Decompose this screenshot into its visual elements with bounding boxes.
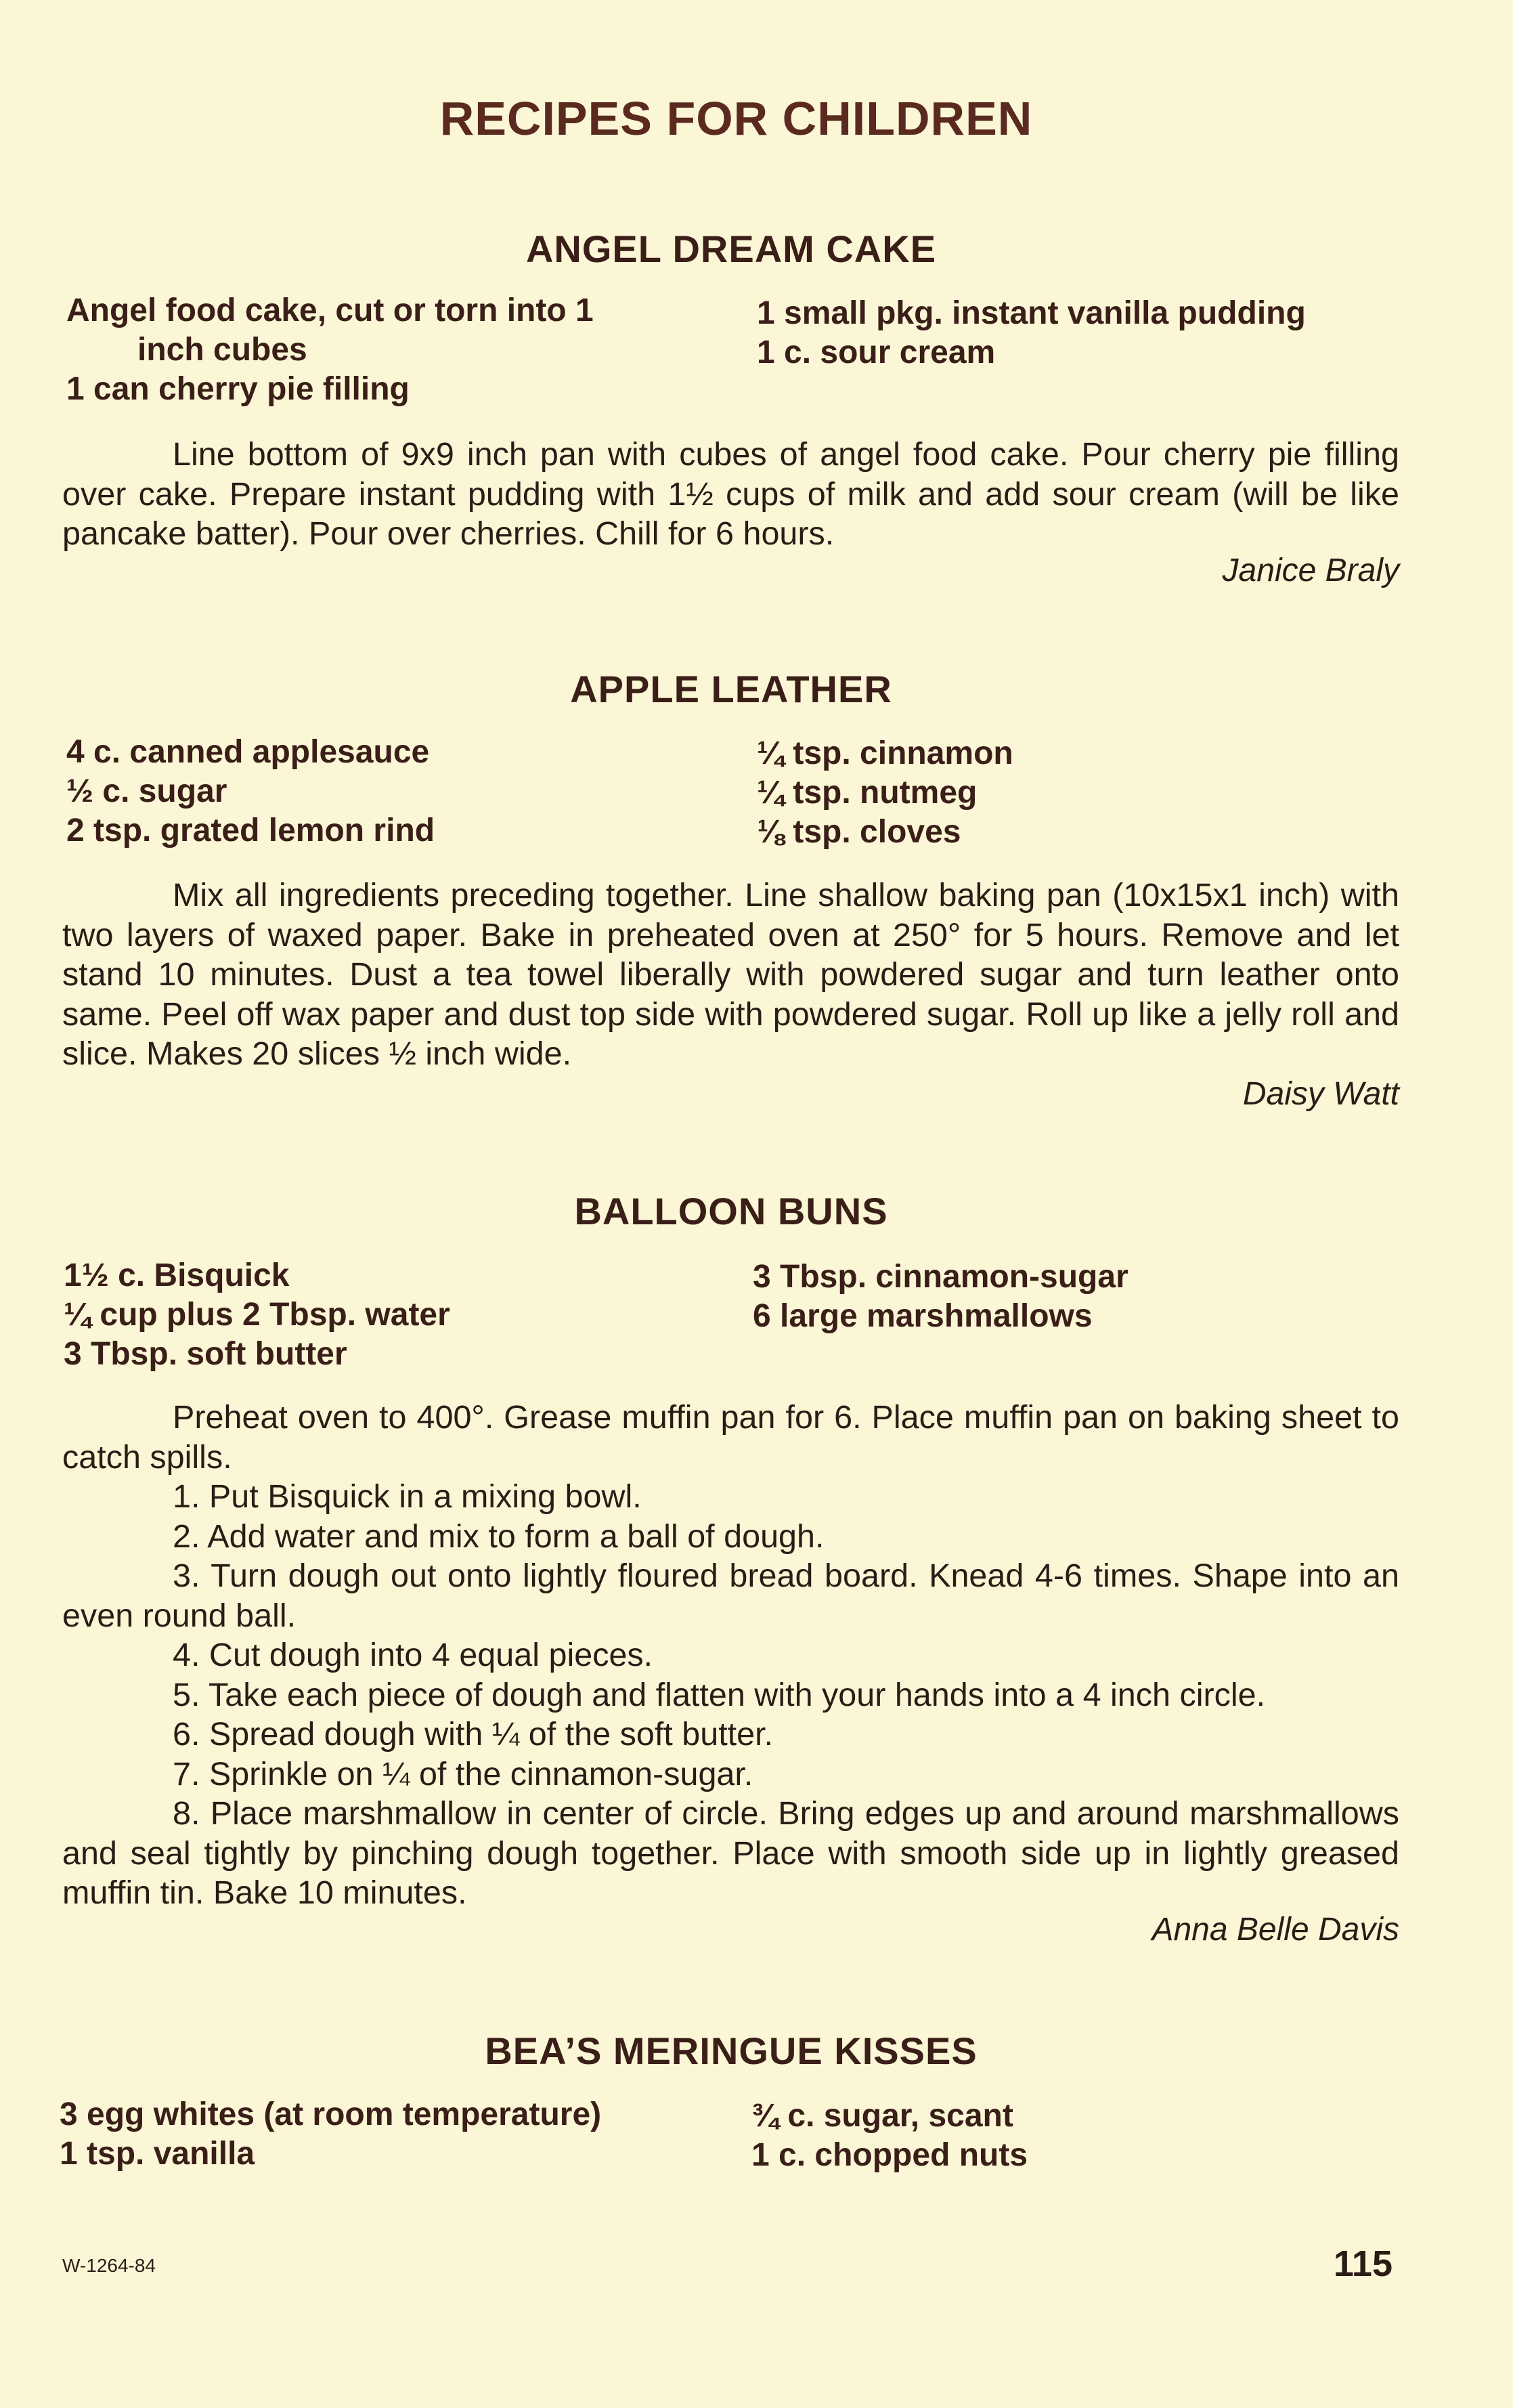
ingredients-right xyxy=(751,2097,1028,2175)
ingredient-line: ¼ tsp. cinnamon xyxy=(757,735,1013,771)
ingredient-line: 3 Tbsp. cinnamon-sugar xyxy=(753,1259,1128,1295)
direction-paragraph: Mix all ingredients preceding together. Line shallow baking pan (10x15x1 inch) with two layers of waxed paper. Bake in preheated oven at 250° for 5 hours. Remove and let stand 10 minutes. Dust a tea towel liberally with powdered sugar and turn leather onto same. Peel off wax paper and dust top side with powdered sugar. Roll up like a jelly roll and slice. Makes 20 slices ½ inch wide. xyxy=(62,877,1399,1072)
recipe-directions xyxy=(62,1398,1399,1913)
direction-step: 7. Sprinkle on ¼ of the cinnamon-sugar. xyxy=(173,1755,753,1792)
direction-step: 5. Take each piece of dough and flatten with your hands into a 4 inch circle. xyxy=(173,1676,1266,1713)
ingredients-left xyxy=(60,2095,601,2174)
ingredients-left xyxy=(66,733,435,851)
recipe-author: Daisy Watt xyxy=(1242,1076,1399,1112)
ingredients-right xyxy=(757,734,1013,852)
recipe-directions xyxy=(62,876,1399,1074)
ingredient-line: 4 c. canned applesauce xyxy=(66,734,430,770)
recipe-author: Janice Braly xyxy=(1222,553,1399,588)
ingredients-left xyxy=(66,291,594,409)
direction-step: 2. Add water and mix to form a ball of dough. xyxy=(173,1518,825,1555)
ingredient-line: 1 c. sour cream xyxy=(757,335,996,370)
recipe-author: Anna Belle Davis xyxy=(1152,1912,1399,1948)
direction-step: 4. Cut dough into 4 equal pieces. xyxy=(173,1637,653,1673)
direction-step: 8. Place marshmallow in center of circle. Bring edges up and around marshmallows and seal tightly by pinching dough together. Place with smooth side up in lightly greased muffin tin. Bake 10 minutes. xyxy=(62,1795,1399,1911)
ingredient-line: ½ c. sugar xyxy=(66,773,227,809)
recipe-title: BALLOON BUNS xyxy=(574,1190,888,1232)
recipe-title: APPLE LEATHER xyxy=(570,668,892,710)
direction-step: 1. Put Bisquick in a mixing bowl. xyxy=(173,1478,642,1515)
ingredient-line: ¼ tsp. nutmeg xyxy=(757,775,978,811)
ingredient-line: 1 tsp. vanilla xyxy=(60,2136,255,2172)
ingredient-line: 1½ c. Bisquick xyxy=(64,1257,290,1293)
ingredient-line: ¾ c. sugar, scant xyxy=(751,2098,1013,2134)
direction-paragraph: Line bottom of 9x9 inch pan with cubes of angel food cake. Pour cherry pie filling over cake. Prepare instant pudding with 1½ cups of milk and add sour cream (will be like pancake batter). Pour over cherries. Chill for 6 hours. xyxy=(62,436,1399,552)
ingredient-line: 3 egg whites (at room temperature) xyxy=(60,2097,602,2132)
recipe-directions xyxy=(62,435,1399,554)
ingredient-line: Angel food cake, cut or torn into 1 xyxy=(66,293,594,328)
page-title: RECIPES FOR CHILDREN xyxy=(439,92,1033,145)
direction-paragraph: Preheat oven to 400°. Grease muffin pan for 6. Place muffin pan on baking sheet to catch spills. xyxy=(62,1399,1399,1476)
ingredient-line: 1 c. chopped nuts xyxy=(751,2137,1028,2173)
page-number: 115 xyxy=(1333,2243,1393,2284)
document-code: W-1264-84 xyxy=(62,2255,156,2276)
direction-step: 3. Turn dough out onto lightly floured bread board. Knead 4-6 times. Shape into an even round ball. xyxy=(62,1557,1399,1634)
ingredient-line: inch cubes xyxy=(137,332,307,368)
ingredient-line: 3 Tbsp. soft butter xyxy=(64,1336,347,1372)
ingredients-right xyxy=(753,1257,1128,1336)
ingredient-line: 1 can cherry pie filling xyxy=(66,371,410,407)
recipe-title: BEA’S MERINGUE KISSES xyxy=(485,2029,978,2072)
ingredients-left xyxy=(64,1256,450,1374)
ingredient-line: 1 small pkg. instant vanilla pudding xyxy=(757,295,1306,331)
ingredient-line: 6 large marshmallows xyxy=(753,1298,1093,1334)
ingredient-line: 2 tsp. grated lemon rind xyxy=(66,813,435,848)
ingredient-line: ¼ cup plus 2 Tbsp. water xyxy=(64,1297,450,1333)
recipe-title: ANGEL DREAM CAKE xyxy=(525,228,937,270)
ingredient-line: ⅛ tsp. cloves xyxy=(757,814,961,850)
direction-step: 6. Spread dough with ¼ of the soft butter. xyxy=(173,1716,774,1753)
ingredients-right xyxy=(757,294,1306,372)
